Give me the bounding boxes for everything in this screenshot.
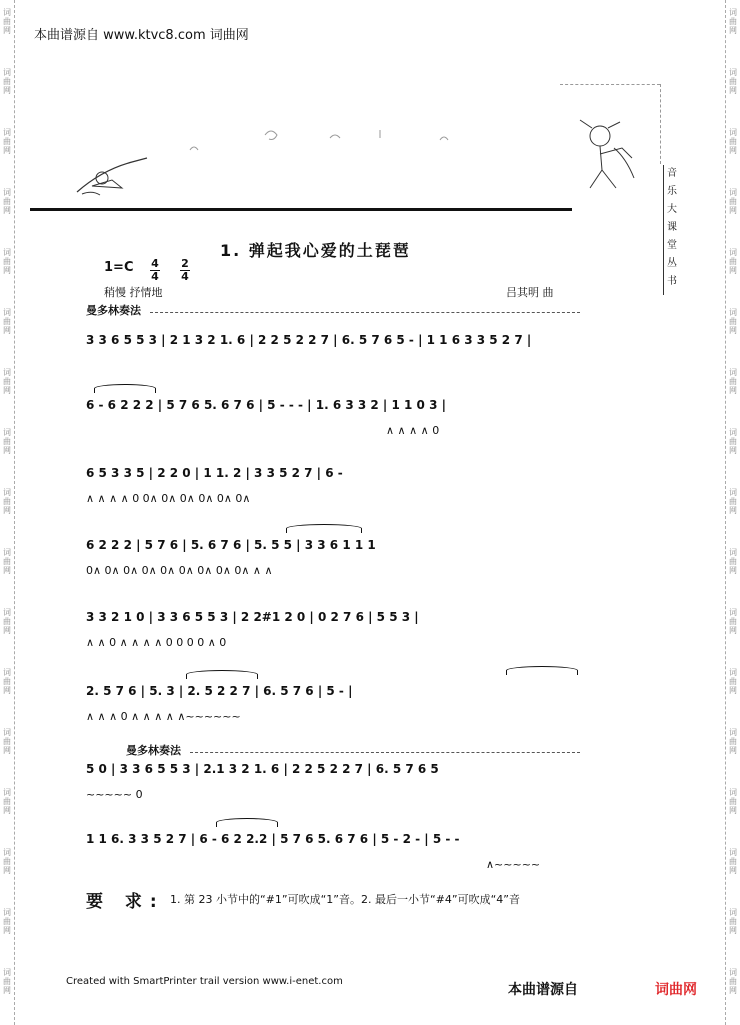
meter-a-top: 4	[151, 257, 159, 270]
score-line-marks: ∧ ∧ ∧ ∧ 0	[386, 424, 440, 437]
side-watermark-text: 词 曲 网	[729, 788, 737, 815]
score-line-6	[86, 684, 586, 744]
score-line-marks: ~~~~~ 0	[86, 788, 143, 801]
score-line-marks: ∧~~~~~	[486, 858, 541, 871]
side-watermark-text: 词 曲 网	[729, 908, 737, 935]
requirements-label: 要 求:	[86, 892, 165, 912]
slur	[186, 670, 258, 679]
score-line-notes: 2. 5 7 6 | 5. 3 | 2. 5 2 2 7 | 6. 5 7 6 | 5 - |	[86, 684, 353, 698]
side-watermark-text: 词 曲 网	[3, 788, 11, 815]
score-line-7	[86, 762, 586, 822]
series-label-char: 堂	[667, 240, 677, 251]
side-watermark-text: 词 曲 网	[3, 908, 11, 935]
meter-b-bottom: 4	[181, 270, 189, 283]
series-label-char: 丛	[667, 258, 677, 269]
score-line-notes: 5 0 | 3 3 6 5 5 3 | 2.1 3 2 1. 6 | 2 2 5 2 2 7 | 6. 5 7 6 5	[86, 762, 439, 776]
side-watermark-text: 词 曲 网	[729, 128, 737, 155]
header-watermark: 本曲谱源自 www.ktvc8.com 词曲网	[34, 28, 249, 43]
series-label-char: 课	[667, 222, 677, 233]
side-watermark-text: 词 曲 网	[3, 68, 11, 95]
score-line-notes: 6 5 3 3 5 | 2 2 0 | 1 1. 2 | 3 3 5 2 7 | 6 -	[86, 466, 343, 480]
time-signature-a	[150, 258, 160, 283]
tempo-marking: 稍慢 抒情地	[104, 286, 163, 299]
side-watermark-text: 词 曲 网	[729, 608, 737, 635]
slur	[216, 818, 278, 827]
side-watermark-text: 词 曲 网	[729, 8, 737, 35]
dancing-figure-illustration	[572, 118, 642, 196]
technique-label-1: 曼多林奏法	[86, 304, 141, 317]
side-watermark-text: 词 曲 网	[3, 248, 11, 275]
score-line-5	[86, 610, 586, 670]
slur	[506, 666, 578, 675]
side-watermark-text: 词 曲 网	[3, 488, 11, 515]
technique-label-2: 曼多林奏法	[126, 744, 181, 757]
series-label	[663, 165, 680, 295]
slur	[286, 524, 362, 533]
series-label-char: 音	[667, 168, 677, 179]
score-line-notes: 6 2 2 2 | 5 7 6 | 5. 6 7 6 | 5. 5 5 | 3 3 6 1 1 1	[86, 538, 376, 552]
score-line-4	[86, 538, 586, 598]
meter-a-bottom: 4	[151, 270, 159, 283]
corner-dash-horizontal	[560, 84, 660, 85]
song-title: 1. 弹起我心爱的土琵琶	[220, 241, 411, 260]
side-watermark-text: 词 曲 网	[729, 188, 737, 215]
footer-source: 本曲谱源自	[508, 982, 578, 998]
side-watermark-text: 词 曲 网	[729, 968, 737, 995]
wind-swirls-illustration	[180, 120, 470, 160]
score-line-8	[86, 832, 586, 892]
score-line-notes: 3 3 2 1 0 | 3 3 6 5 5 3 | 2 2#1 2 0 | 0 2 7 6 | 5 5 3 |	[86, 610, 419, 624]
side-watermark-text: 词 曲 网	[729, 248, 737, 275]
side-watermark-text: 词 曲 网	[3, 308, 11, 335]
side-watermark-text: 词 曲 网	[729, 368, 737, 395]
score-line-notes: 1 1 6. 3 3 5 2 7 | 6 - 6 2 2.2 | 5 7 6 5. 6 7 6 | 5 - 2 - | 5 - -	[86, 832, 460, 846]
score-line-marks: 0∧ 0∧ 0∧ 0∧ 0∧ 0∧ 0∧ 0∧ 0∧ ∧ ∧	[86, 564, 273, 577]
side-watermark-text: 词 曲 网	[3, 608, 11, 635]
series-label-char: 乐	[667, 186, 677, 197]
side-watermark-text: 词 曲 网	[3, 848, 11, 875]
technique-bracket-2	[190, 752, 580, 753]
score-line-notes: 3 3 6 5 5 3 | 2 1 3 2 1. 6 | 2 2 5 2 2 7 | 6. 5 7 6 5 - | 1 1 6 3 3 5 2 7 |	[86, 333, 532, 347]
side-watermark-text: 词 曲 网	[3, 428, 11, 455]
key-signature: 1=C	[104, 260, 134, 275]
side-watermark-text: 词 曲 网	[3, 968, 11, 995]
composer: 吕其明 曲	[506, 286, 554, 299]
side-watermark-text: 词 曲 网	[729, 548, 737, 575]
side-watermark-text: 词 曲 网	[3, 188, 11, 215]
left-watermark-strip	[0, 0, 15, 1025]
footer-credit: Created with SmartPrinter trail version www.i-enet.com	[66, 976, 343, 987]
time-signature-b	[180, 258, 190, 283]
side-watermark-text: 词 曲 网	[729, 308, 737, 335]
side-watermark-text: 词 曲 网	[729, 848, 737, 875]
score-line-marks: ∧ ∧ 0 ∧ ∧ ∧ ∧ 0 0 0 0 ∧ 0	[86, 636, 227, 649]
score-line-marks: ∧ ∧ ∧ ∧ 0 0∧ 0∧ 0∧ 0∧ 0∧ 0∧	[86, 492, 251, 505]
flying-figure-illustration	[72, 150, 152, 200]
side-watermark-text: 词 曲 网	[729, 488, 737, 515]
series-label-char: 书	[667, 276, 677, 287]
score-line-1	[86, 333, 586, 393]
slur	[94, 384, 156, 393]
score-line-2	[86, 398, 586, 458]
side-watermark-text: 词 曲 网	[729, 668, 737, 695]
series-label-char: 大	[667, 204, 677, 215]
side-watermark-text: 词 曲 网	[3, 8, 11, 35]
side-watermark-text: 词 曲 网	[729, 68, 737, 95]
score-line-notes: 6 - 6 2 2 2 | 5 7 6 5. 6 7 6 | 5 - - - | 1. 6 3 3 2 | 1 1 0 3 |	[86, 398, 446, 412]
header-rule	[30, 208, 572, 211]
side-watermark-text: 词 曲 网	[3, 128, 11, 155]
side-watermark-text: 词 曲 网	[729, 728, 737, 755]
requirements-text: 1. 第 23 小节中的“#1”可吹成“1”音。2. 最后一小节“#4”可吹成“4”音	[170, 893, 520, 906]
score-line-3	[86, 466, 586, 526]
meter-b-top: 2	[181, 257, 189, 270]
score-line-marks: ∧ ∧ ∧ 0 ∧ ∧ ∧ ∧ ∧~~~~~~	[86, 710, 241, 723]
side-watermark-text: 词 曲 网	[3, 728, 11, 755]
right-watermark-strip	[725, 0, 740, 1025]
technique-bracket-1	[150, 312, 580, 313]
side-watermark-text: 词 曲 网	[3, 368, 11, 395]
corner-dash-vertical	[660, 84, 661, 164]
side-watermark-text: 词 曲 网	[729, 428, 737, 455]
footer-site: 词曲网	[655, 982, 697, 998]
side-watermark-text: 词 曲 网	[3, 548, 11, 575]
side-watermark-text: 词 曲 网	[3, 668, 11, 695]
